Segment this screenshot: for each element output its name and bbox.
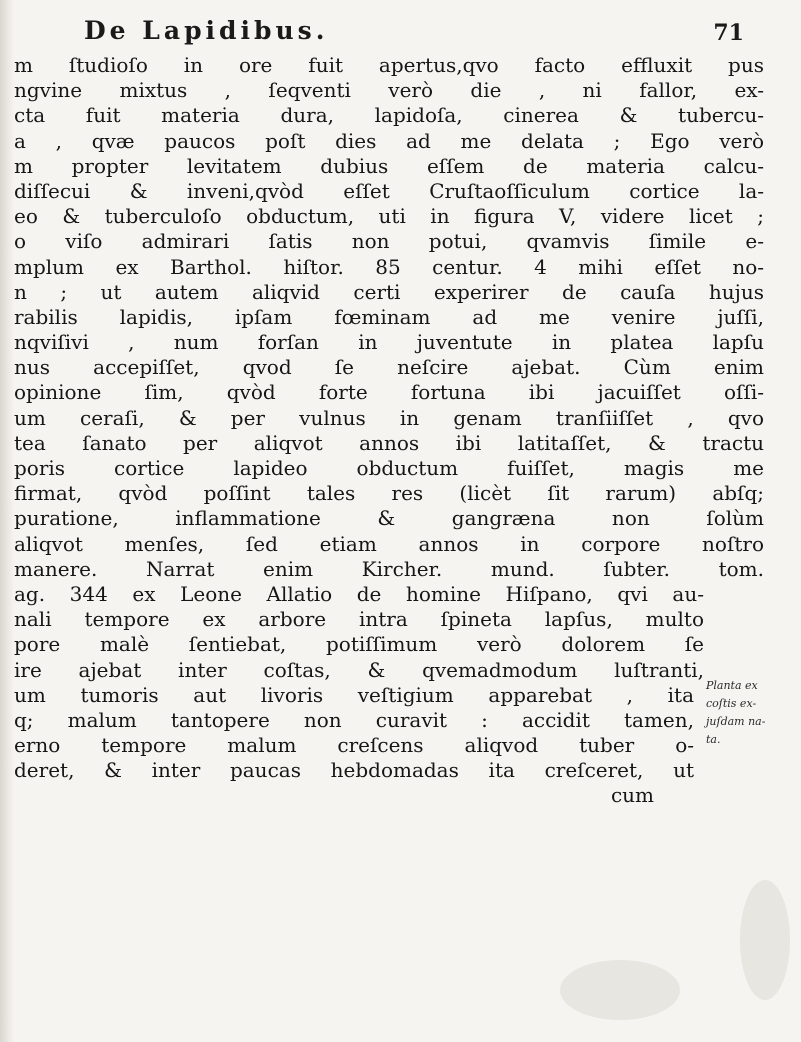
page-gutter bbox=[0, 0, 14, 1042]
running-head-title: De Lapidibus. bbox=[84, 16, 329, 45]
text-line: m propter levitatem dubius eſſem de materia calcu- bbox=[14, 153, 764, 178]
paper-stain bbox=[740, 880, 790, 1000]
margin-note-line: ta. bbox=[706, 733, 721, 746]
text-line: ire ajebat inter coſtas, & qvemadmodum luſtranti, bbox=[14, 657, 704, 682]
margin-note bbox=[706, 677, 796, 749]
text-line: diſſecui & inveni,qvòd eſſet Cruſtaoſſiculum cortice la- bbox=[14, 178, 764, 203]
paper-stain bbox=[560, 960, 680, 1020]
text-line: mplum ex Barthol. hiſtor. 85 centur. 4 mihi eſſet no- bbox=[14, 254, 764, 279]
margin-note-line: coſtis ex- bbox=[706, 697, 757, 710]
text-line: cta fuit materia dura, lapidoſa, cinerea & tubercu- bbox=[14, 103, 764, 128]
text-line: opinione ſim, qvòd forte fortuna ibi jacuiſſet oſſi- bbox=[14, 380, 764, 405]
text-line: pore malè ſentiebat, potiſſimum verò dolorem ſe bbox=[14, 632, 704, 657]
text-line: tea ſanato per aliqvot annos ibi latitaſſet, & tractu bbox=[14, 430, 764, 455]
text-line: a , qvæ paucos poſt dies ad me delata ; Ego verò bbox=[14, 128, 764, 153]
text-line: firmat, qvòd poſſint tales res (licèt ſit rarum) abſq; bbox=[14, 481, 764, 506]
body-text bbox=[14, 53, 764, 809]
text-line: um tumoris aut livoris veſtigium apparebat , ita bbox=[14, 682, 694, 707]
margin-note-line: Planta ex bbox=[706, 679, 758, 692]
margin-note-line: juſdam na- bbox=[706, 715, 766, 728]
text-line: rabilis lapidis, ipſam fœminam ad me venire juſſi, bbox=[14, 304, 764, 329]
text-line: nus accepiſſet, qvod ſe neſcire ajebat. Cùm enim bbox=[14, 355, 764, 380]
running-head bbox=[84, 16, 744, 50]
text-line: nqviſivi , num forſan in juventute in platea lapſu bbox=[14, 330, 764, 355]
page-number: 71 bbox=[713, 20, 744, 46]
text-line: poris cortice lapideo obductum fuiſſet, magis me bbox=[14, 456, 764, 480]
text-line: q; malum tantopere non curavit : accidit tamen, bbox=[14, 707, 694, 732]
text-line: manere. Narrat enim Kircher. mund. ſubter. tom. bbox=[14, 556, 764, 581]
text-line: ngvine mixtus , ſeqventi verò die , ni fallor, ex- bbox=[14, 78, 764, 103]
text-line: n ; ut autem aliqvid certi experirer de cauſa hujus bbox=[14, 279, 764, 304]
text-line: o viſo admirari ſatis non potui, qvamvis ſimile e- bbox=[14, 229, 764, 254]
text-line: erno tempore malum creſcens aliqvod tuber o- bbox=[14, 733, 694, 758]
text-line: puratione, inflammatione & gangræna non ſolùm bbox=[14, 506, 764, 531]
text-line: deret, & inter paucas hebdomadas ita creſceret, ut bbox=[14, 758, 694, 783]
text-line: nali tempore ex arbore intra ſpineta lapſus, multo bbox=[14, 607, 704, 632]
text-line: ag. 344 ex Leone Allatio de homine Hiſpano, qvi au- bbox=[14, 581, 704, 606]
text-line: um ceraſi, & per vulnus in genam tranſiiſſet , qvo bbox=[14, 405, 764, 430]
text-line: aliqvot menſes, ſed etiam annos in corpore noſtro bbox=[14, 531, 764, 556]
text-line: eo & tuberculoſo obductum, uti in figura V, videre licet ; bbox=[14, 204, 764, 229]
text-line: m ſtudioſo in ore fuit apertus,qvo facto effluxit pus bbox=[14, 53, 764, 77]
catchword: cum bbox=[610, 783, 654, 808]
